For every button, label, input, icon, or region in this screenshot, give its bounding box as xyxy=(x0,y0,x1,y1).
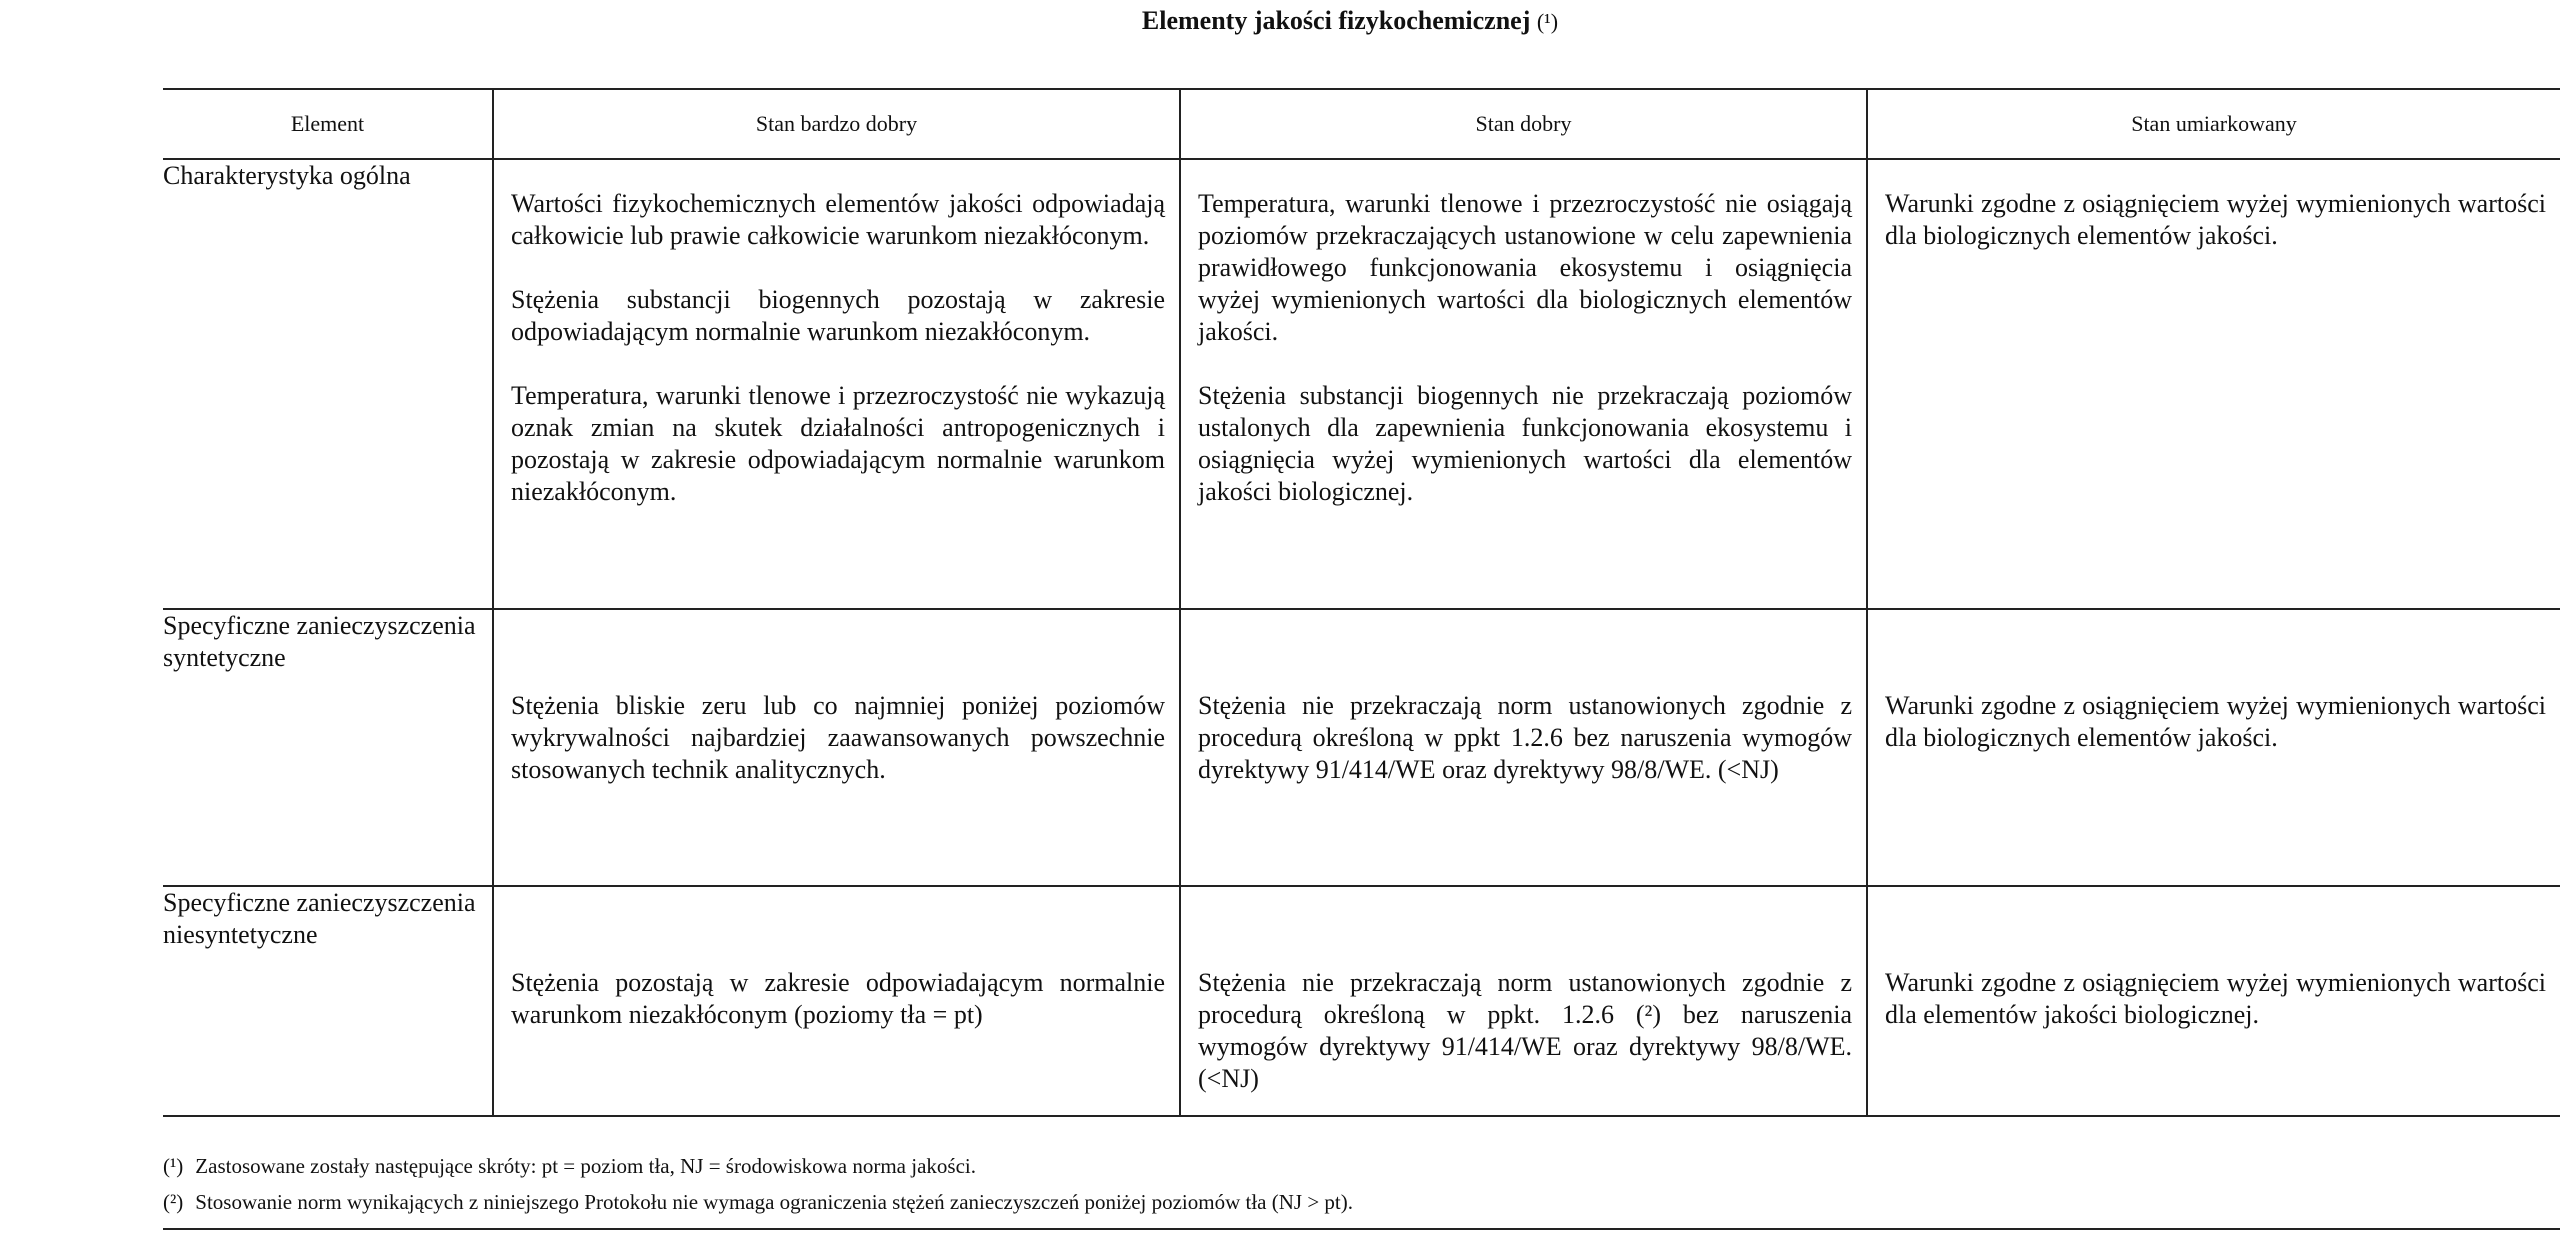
good-cell xyxy=(1180,609,1867,886)
cell-paragraph: Warunki zgodne z osiągnięciem wyżej wymienionych wartości dla elementów jakości biologicznej. xyxy=(1885,968,2546,1029)
footnote-text: Stosowanie norm wynikających z niniejszego Protokołu nie wymaga ograniczenia stężeń zanieczyszczeń poniżej poziomów tła (NJ > pt). xyxy=(195,1190,1354,1214)
very-good-cell xyxy=(493,159,1180,609)
column-header-element: Element xyxy=(163,89,493,159)
footnote-number: (¹) xyxy=(163,1154,184,1178)
row-element-label: Charakterystyka ogólna xyxy=(163,159,493,609)
cell-paragraph: Stężenia nie przekraczają norm ustanowionych zgodnie z procedurą określoną w ppkt 1.2.6 bez naruszenia wymogów dyrektywy 91/414/WE oraz dyrektywy 98/8/WE. (<NJ) xyxy=(1198,691,1852,784)
cell-paragraph: Stężenia pozostają w zakresie odpowiadającym normalnie warunkom niezakłóconym (poziomy tła = pt) xyxy=(511,968,1165,1029)
quality-elements-table xyxy=(163,88,2560,1117)
cell-paragraph: Warunki zgodne z osiągnięciem wyżej wymienionych wartości dla biologicznych elementów jakości. xyxy=(1885,691,2546,752)
cell-paragraph: Stężenia substancji biogennych pozostają w zakresie odpowiadającym normalnie warunkom niezakłóconym. xyxy=(511,285,1165,346)
moderate-cell xyxy=(1867,609,2560,886)
good-cell xyxy=(1180,886,1867,1116)
cell-paragraph: Stężenia nie przekraczają norm ustanowionych zgodnie z procedurą określoną w ppkt. 1.2.6 (²) bez naruszenia wymogów dyrektywy 91/414/WE oraz dyrektywy 98/8/WE. (<NJ) xyxy=(1198,968,1852,1093)
moderate-cell xyxy=(1867,159,2560,609)
cell-paragraph: Wartości fizykochemicznych elementów jakości odpowiadają całkowicie lub prawie całkowicie warunkom niezakłóconym. xyxy=(511,189,1165,250)
column-header-good: Stan dobry xyxy=(1180,89,1867,159)
cell-paragraph: Stężenia substancji biogennych nie przekraczają poziomów ustalonych dla zapewnienia funkcjonowania ekosystemu i osiągnięcia wyżej wymienionych wartości dla elementów jakości biologicznej. xyxy=(1198,381,1852,506)
moderate-cell xyxy=(1867,886,2560,1116)
footnote-item xyxy=(163,1184,2560,1220)
page-title xyxy=(0,6,2560,36)
footnotes xyxy=(163,1148,2560,1220)
cell-paragraph: Temperatura, warunki tlenowe i przezroczystość nie osiągają poziomów przekraczających ustanowione w celu zapewnienia prawidłowego funkcjonowania ekosystemu i osiągnięcia wyżej wymienionych wartości dla biologicznych elementów jakości. xyxy=(1198,189,1852,346)
table-row xyxy=(163,886,2560,1116)
very-good-cell xyxy=(493,609,1180,886)
good-cell xyxy=(1180,159,1867,609)
table-row xyxy=(163,609,2560,886)
table-header-row xyxy=(163,89,2560,159)
table-row xyxy=(163,159,2560,609)
footnote-item xyxy=(163,1148,2560,1184)
cell-paragraph: Temperatura, warunki tlenowe i przezroczystość nie wykazują oznak zmian na skutek działalności antropogenicznych i pozostają w zakresie odpowiadającym normalnie warunkom niezakłóconym. xyxy=(511,381,1165,506)
page-title-text: Elementy jakości fizykochemicznej xyxy=(1141,6,1531,35)
very-good-cell xyxy=(493,886,1180,1116)
row-element-label: Specyficzne zanieczyszczenia niesyntetyczne xyxy=(163,886,493,1116)
column-header-very-good: Stan bardzo dobry xyxy=(493,89,1180,159)
page-title-footnote-ref: (¹) xyxy=(1536,9,1559,34)
row-element-label: Specyficzne zanieczyszczenia syntetyczne xyxy=(163,609,493,886)
footnote-number: (²) xyxy=(163,1190,184,1214)
footnote-text: Zastosowane zostały następujące skróty: pt = poziom tła, NJ = środowiskowa norma jakości. xyxy=(195,1154,976,1178)
bottom-divider xyxy=(163,1228,2560,1230)
column-header-moderate: Stan umiarkowany xyxy=(1867,89,2560,159)
cell-paragraph: Warunki zgodne z osiągnięciem wyżej wymienionych wartości dla biologicznych elementów jakości. xyxy=(1885,189,2546,250)
cell-paragraph: Stężenia bliskie zeru lub co najmniej poniżej poziomów wykrywalności najbardziej zaawansowanych powszechnie stosowanych technik analitycznych. xyxy=(511,691,1165,784)
